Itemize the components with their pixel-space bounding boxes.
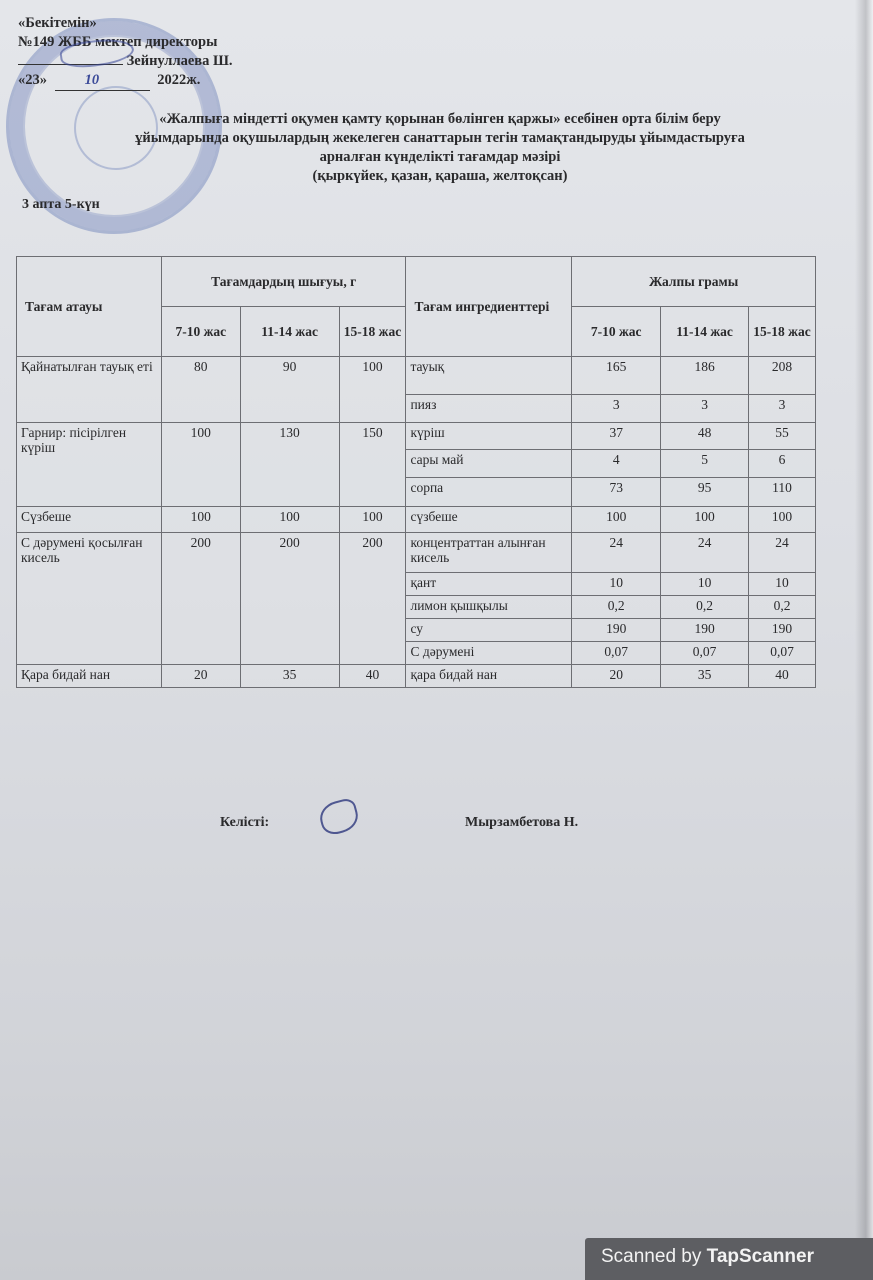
menu-table bbox=[16, 256, 816, 688]
ingredient-grams-15-18: 100 bbox=[749, 507, 816, 533]
ingredient-grams-7-10: 73 bbox=[572, 478, 661, 507]
header-output-group: Тағамдардың шығуы, г bbox=[161, 257, 406, 307]
ingredient-grams-11-14: 100 bbox=[661, 507, 749, 533]
ingredient-grams-11-14: 3 bbox=[661, 395, 749, 423]
ingredient-grams-11-14: 10 bbox=[661, 573, 749, 596]
ingredient-grams-7-10: 190 bbox=[572, 619, 661, 642]
header-output-15-18: 15-18 жас bbox=[339, 307, 406, 357]
ingredient-grams-7-10: 0,07 bbox=[572, 642, 661, 665]
ingredient-grams-15-18: 55 bbox=[749, 423, 816, 450]
agreed-signature-icon bbox=[317, 797, 362, 838]
ingredient-grams-7-10: 0,2 bbox=[572, 596, 661, 619]
dish-output-15-18: 100 bbox=[339, 507, 406, 533]
week-day-label: 3 апта 5-күн bbox=[22, 197, 100, 212]
ingredient-grams-7-10: 165 bbox=[572, 357, 661, 395]
ingredient-grams-11-14: 190 bbox=[661, 619, 749, 642]
watermark-brand: TapScanner bbox=[706, 1246, 814, 1267]
approval-title: «Бекітемін» bbox=[18, 15, 97, 31]
ingredient-grams-15-18: 3 bbox=[749, 395, 816, 423]
table-row bbox=[17, 507, 816, 533]
dish-output-7-10: 200 bbox=[161, 533, 240, 665]
ingredient-grams-15-18: 6 bbox=[749, 450, 816, 478]
dish-name: Қайнатылған тауық еті bbox=[17, 357, 162, 423]
ingredient-grams-15-18: 0,2 bbox=[749, 596, 816, 619]
approval-date bbox=[18, 71, 233, 91]
ingredient-grams-7-10: 100 bbox=[572, 507, 661, 533]
header-total-group: Жалпы грамы bbox=[572, 257, 816, 307]
dish-output-15-18: 200 bbox=[339, 533, 406, 665]
ingredient-grams-15-18: 190 bbox=[749, 619, 816, 642]
header-output-11-14: 11-14 жас bbox=[240, 307, 339, 357]
dish-output-11-14: 100 bbox=[240, 507, 339, 533]
dish-output-15-18: 100 bbox=[339, 357, 406, 423]
dish-name: С дәрумені қосылған кисель bbox=[17, 533, 162, 665]
ingredient-name: С дәрумені bbox=[406, 642, 572, 665]
ingredient-grams-11-14: 5 bbox=[661, 450, 749, 478]
ingredient-grams-15-18: 208 bbox=[749, 357, 816, 395]
ingredient-name: сорпа bbox=[406, 478, 572, 507]
ingredient-name: пияз bbox=[406, 395, 572, 423]
ingredient-grams-15-18: 110 bbox=[749, 478, 816, 507]
approval-position: №149 ЖББ мектеп директоры bbox=[18, 34, 218, 50]
page-edge-shadow bbox=[855, 0, 873, 1280]
dish-output-7-10: 80 bbox=[161, 357, 240, 423]
header-total-15-18: 15-18 жас bbox=[749, 307, 816, 357]
ingredient-grams-11-14: 24 bbox=[661, 533, 749, 573]
dish-name: Сүзбеше bbox=[17, 507, 162, 533]
header-output-7-10: 7-10 жас bbox=[161, 307, 240, 357]
table-row bbox=[17, 423, 816, 450]
ingredient-name: су bbox=[406, 619, 572, 642]
dish-output-11-14: 35 bbox=[240, 665, 339, 688]
title-line-1: «Жалпыға міндетті оқумен қамту қорынан бөлінген қаржы» есебінен орта білім беру bbox=[159, 111, 721, 127]
header-dish-name: Тағам атауы bbox=[17, 257, 162, 357]
approval-date-month: 10 bbox=[55, 71, 150, 91]
ingredient-grams-7-10: 37 bbox=[572, 423, 661, 450]
approval-signer: Зейнуллаева Ш. bbox=[126, 53, 233, 69]
dish-output-7-10: 100 bbox=[161, 507, 240, 533]
dish-output-11-14: 200 bbox=[240, 533, 339, 665]
ingredient-grams-7-10: 24 bbox=[572, 533, 661, 573]
watermark-prefix: Scanned by bbox=[601, 1246, 707, 1267]
ingredient-name: лимон қышқылы bbox=[406, 596, 572, 619]
table-row bbox=[17, 357, 816, 395]
ingredient-name: сүзбеше bbox=[406, 507, 572, 533]
title-line-4: (қыркүйек, қазан, қараша, желтоқсан) bbox=[312, 168, 568, 184]
ingredient-grams-11-14: 48 bbox=[661, 423, 749, 450]
dish-name: Қара бидай нан bbox=[17, 665, 162, 688]
ingredient-grams-7-10: 10 bbox=[572, 573, 661, 596]
ingredient-name: тауық bbox=[406, 357, 572, 395]
ingredient-name: сары май bbox=[406, 450, 572, 478]
scanner-watermark bbox=[585, 1238, 873, 1280]
approval-date-day: «23» bbox=[18, 72, 47, 88]
ingredient-grams-15-18: 10 bbox=[749, 573, 816, 596]
title-line-3: арналған күнделікті тағамдар мәзірі bbox=[319, 149, 561, 165]
dish-output-15-18: 40 bbox=[339, 665, 406, 688]
ingredient-grams-15-18: 24 bbox=[749, 533, 816, 573]
ingredient-grams-11-14: 35 bbox=[661, 665, 749, 688]
table-row bbox=[17, 665, 816, 688]
ingredient-grams-7-10: 20 bbox=[572, 665, 661, 688]
dish-output-15-18: 150 bbox=[339, 423, 406, 507]
ingredient-grams-11-14: 186 bbox=[661, 357, 749, 395]
dish-output-11-14: 90 bbox=[240, 357, 339, 423]
table-row bbox=[17, 533, 816, 573]
header-row-1 bbox=[17, 257, 816, 307]
dish-output-7-10: 100 bbox=[161, 423, 240, 507]
dish-output-7-10: 20 bbox=[161, 665, 240, 688]
agreed-label: Келісті: bbox=[220, 815, 270, 830]
ingredient-grams-11-14: 95 bbox=[661, 478, 749, 507]
dish-name: Гарнир: пісірілген күріш bbox=[17, 423, 162, 507]
title-line-2: ұйымдарында оқушылардың жекелеген санаттарын тегін тамақтандыруды ұйымдастыруға bbox=[135, 130, 745, 146]
ingredient-grams-11-14: 0,07 bbox=[661, 642, 749, 665]
document-title bbox=[40, 110, 840, 186]
header-total-11-14: 11-14 жас bbox=[661, 307, 749, 357]
ingredient-name: концентраттан алынған кисель bbox=[406, 533, 572, 573]
ingredient-grams-15-18: 0,07 bbox=[749, 642, 816, 665]
ingredient-name: қант bbox=[406, 573, 572, 596]
header-ingredients: Тағам ингредиенттері bbox=[406, 257, 572, 357]
agreed-name: Мырзамбетова Н. bbox=[465, 815, 579, 830]
header-total-7-10: 7-10 жас bbox=[572, 307, 661, 357]
ingredient-grams-7-10: 3 bbox=[572, 395, 661, 423]
approval-date-year: 2022ж. bbox=[157, 72, 201, 88]
ingredient-grams-15-18: 40 bbox=[749, 665, 816, 688]
ingredient-name: қара бидай нан bbox=[406, 665, 572, 688]
ingredient-grams-7-10: 4 bbox=[572, 450, 661, 478]
dish-output-11-14: 130 bbox=[240, 423, 339, 507]
ingredient-grams-11-14: 0,2 bbox=[661, 596, 749, 619]
ingredient-name: күріш bbox=[406, 423, 572, 450]
